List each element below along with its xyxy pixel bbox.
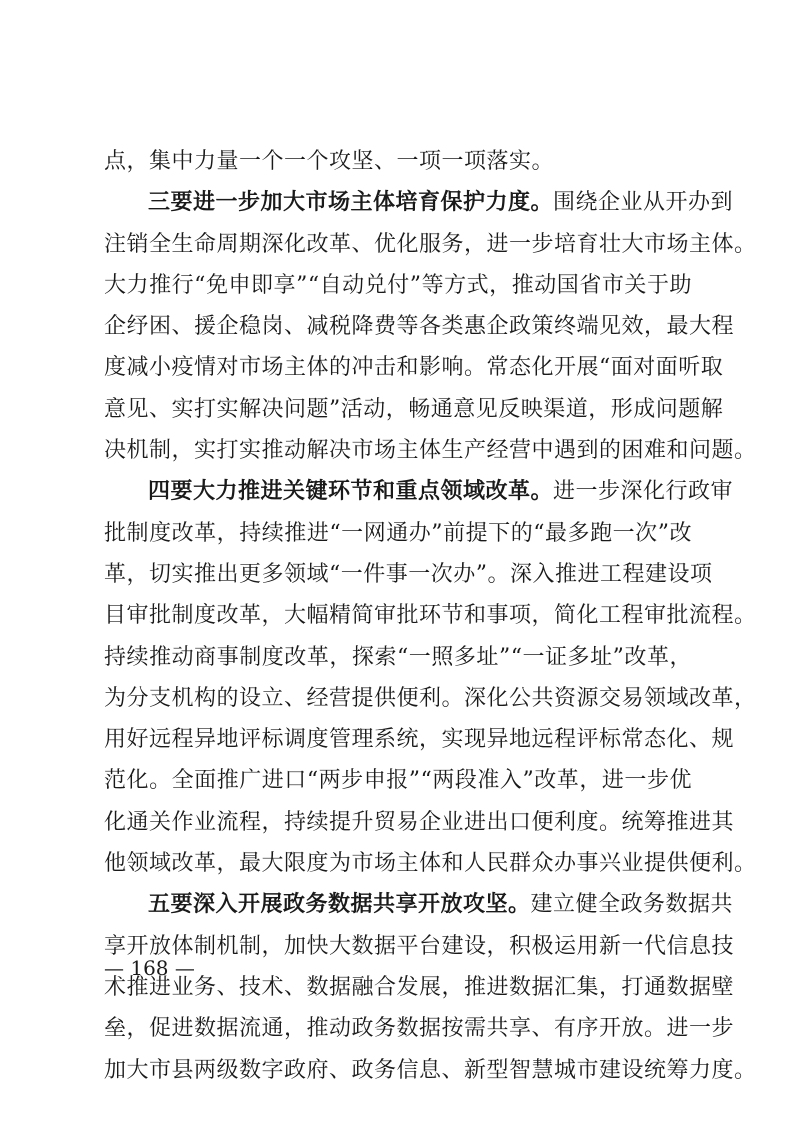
- text-line-13: 持续推动商事制度改革，探索“一照多址”“一证多址”改革，: [104, 644, 692, 670]
- text-line-15: 用好远程异地评标调度管理系统，实现异地远程评标常态化、规: [104, 727, 735, 753]
- text-line-14: 为分支机构的设立、经营提供便利。深化公共资源交易领域改革，: [104, 685, 757, 711]
- text-line-8: 决机制，实打实推动解决市场主体生产经营中遇到的困难和问题。: [104, 438, 757, 464]
- text-line-6: 度减小疫情对市场主体的冲击和影响。常态化开展“面对面听取: [104, 355, 724, 381]
- text-line-23: 加大市县两级数字政府、政务信息、新型智慧城市建设统筹力度。: [104, 1057, 757, 1083]
- text-line-12: 目审批制度改革，大幅精简审批环节和事项，简化工程审批流程。: [104, 603, 757, 629]
- text-line-1: 点，集中力量一个一个攻坚、一项一项落实。: [104, 149, 555, 174]
- paragraph-heading-3: 三要进一步加大市场主体培育保护力度。: [148, 189, 554, 216]
- text-line-17: 化通关作业流程，持续提升贸易企业进出口便利度。统筹推进其: [104, 809, 735, 835]
- paragraph-4-first-line: 四要大力推进关键环节和重点领域改革。进一步深化行政审: [148, 478, 734, 505]
- text-line-21: 术推进业务、技术、数据融合发展，推进数据汇集，打通数据壁: [104, 974, 735, 1000]
- text-line-5: 企纾困、援企稳岗、减税降费等各类惠企政策终端见效，最大程: [104, 314, 735, 340]
- paragraph-3-first-line: 三要进一步加大市场主体培育保护力度。围绕企业从开办到: [148, 189, 734, 216]
- text-line-11: 革，切实推出更多领域“一件事一次办”。深入推进工程建设项: [104, 561, 713, 587]
- paragraph-heading-5: 五要深入开展政务数据共享开放攻坚。: [148, 891, 531, 918]
- paragraph-5-first-line: 五要深入开展政务数据共享开放攻坚。建立健全政务数据共: [148, 891, 734, 918]
- text-line-16: 范化。全面推广进口“两步申报”“两段准入”改革，进一步优: [104, 768, 692, 794]
- text-line-3: 注销全生命周期深化改革、优化服务，进一步培育壮大市场主体。: [104, 231, 757, 257]
- page-number: — 168 —: [104, 956, 195, 980]
- text-line-22: 垒，促进数据流通，推动政务数据按需共享、有序开放。进一步: [104, 1016, 735, 1042]
- text-line-18: 他领域改革，最大限度为市场主体和人民群众办事兴业提供便利。: [104, 851, 757, 877]
- text-line-10: 批制度改革，持续推进“一网通办”前提下的“最多跑一次”改: [104, 520, 692, 546]
- text-line-7: 意见、实打实解决问题”活动，畅通意见反映渠道，形成问题解: [104, 396, 724, 422]
- text-line-4: 大力推行“免申即享”“自动兑付”等方式，推动国省市关于助: [104, 272, 692, 298]
- text-line-20: 享开放体制机制，加快大数据平台建设，积极运用新一代信息技: [104, 933, 735, 959]
- body-text: [104, 141, 757, 1091]
- paragraph-heading-4: 四要大力推进关键环节和重点领域改革。: [148, 478, 554, 505]
